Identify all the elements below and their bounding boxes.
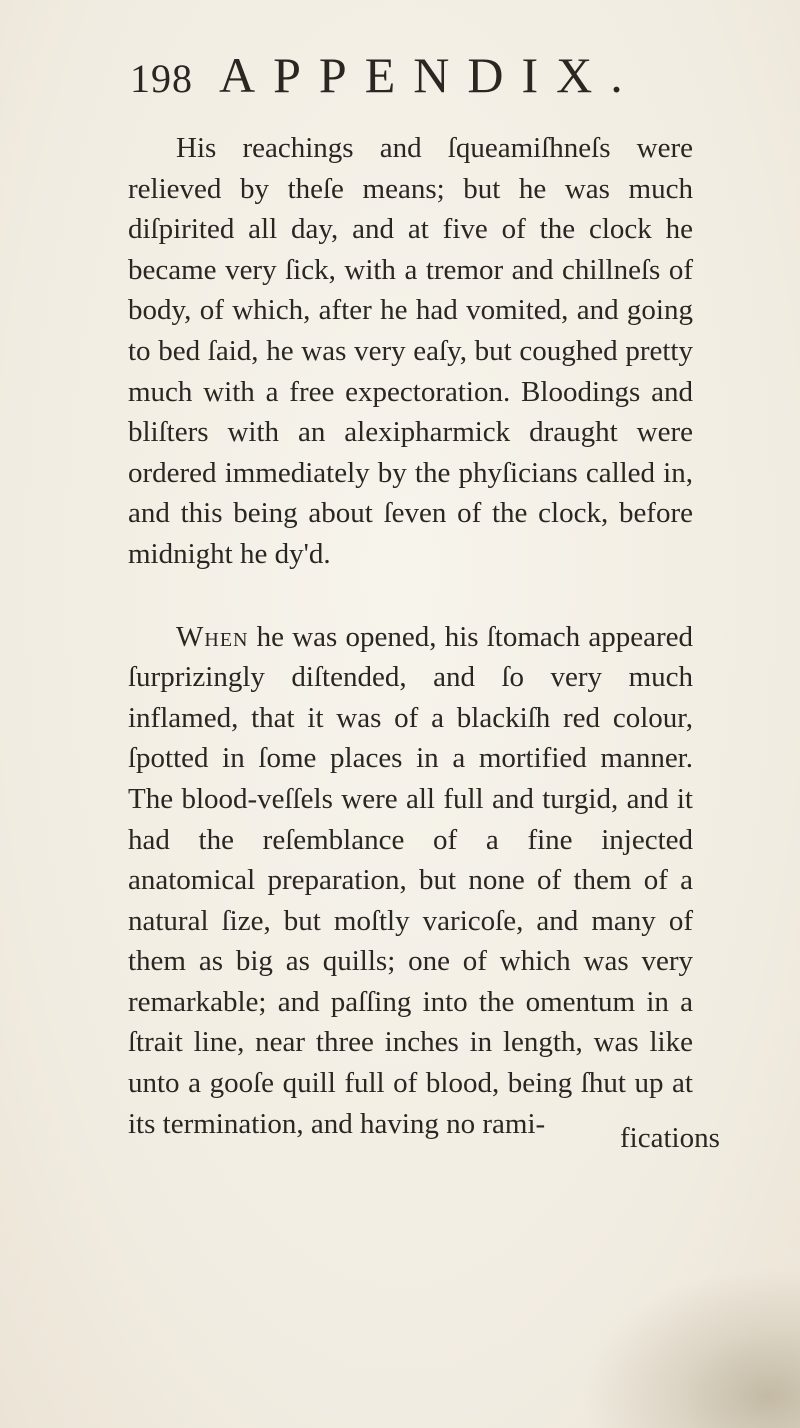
catchword: fications [620, 1122, 720, 1154]
running-head: APPENDIX. [219, 47, 641, 103]
paragraph-2-lead: When [176, 620, 249, 653]
page-number: 198 [130, 56, 193, 101]
paragraph-2 [128, 617, 693, 1145]
paper-stain [580, 1268, 800, 1428]
paragraph-1: His reachings and ſqueamiſhneſs were relieved by theſe means; but he was much diſpirited all day, and at five of the clock he became very ſick, with a tremor and chillneſs of body, of which, after he had vomited, and going to bed ſaid, he was very eaſy, but coughed pretty much with a free expectoration. Bloodings and bliſters with an alexipharmick draught were ordered immediately by the phyſicians called in, and this being about ſeven of the clock, before midnight he dy'd. [128, 132, 693, 570]
paragraph-2-text: he was opened, his ſtomach appeared ſurprizingly diſtended, and ſo very much inflamed, that it was of a blackiſh red colour, ſpotted in ſome places in a mortified manner. The blood-veſſels were all full and turgid, and it had the reſemblance of a fine injected anatomical preparation, but none of them of a natural ſize, but moſtly varicoſe, and many of them as big as quills; one of which was very remarkable; and paſſing into the omentum in a ſtrait line, near three inches in length, was like unto a gooſe quill full of blood, being ſhut up at its termination, and having no rami- [128, 620, 693, 1140]
body-text [128, 128, 693, 1144]
page-header [130, 46, 641, 106]
